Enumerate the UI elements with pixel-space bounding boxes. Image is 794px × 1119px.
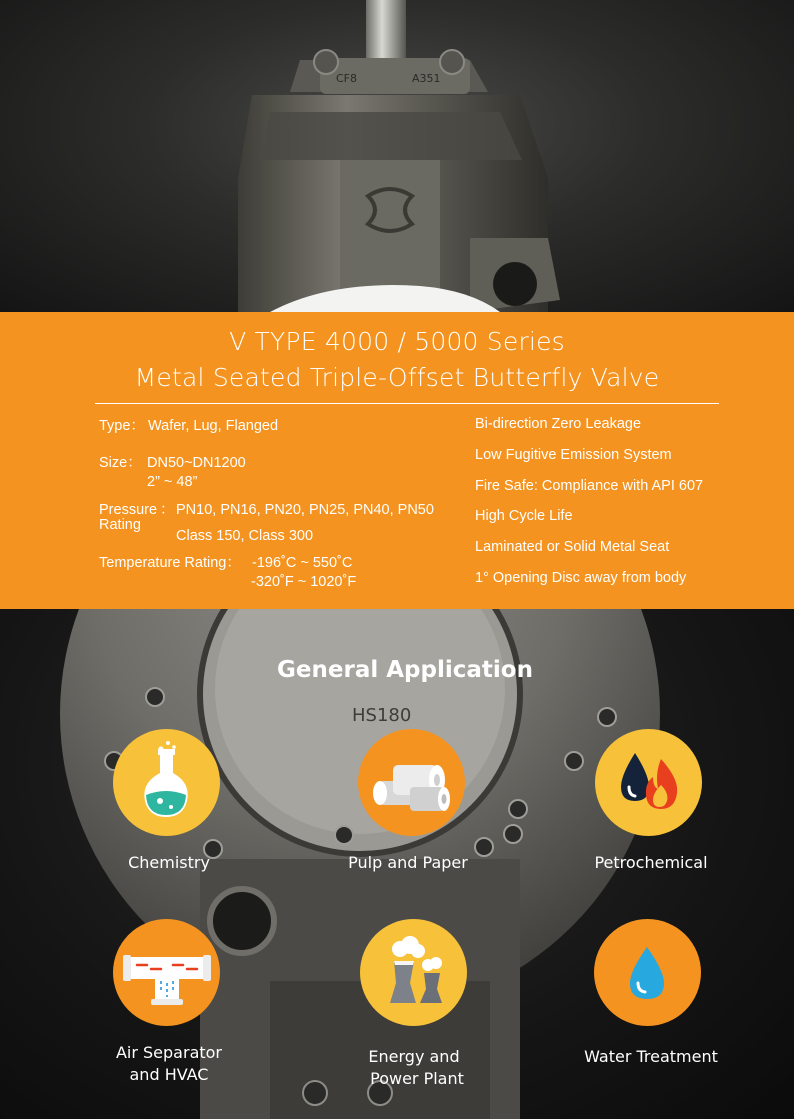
application-label-line-2: Power Plant [370, 1069, 464, 1088]
spec-type-label: Type： [99, 418, 145, 434]
cast-mark-cf8: CF8 [336, 72, 358, 85]
paper-rolls-icon [358, 729, 465, 836]
water-drop-icon [594, 919, 701, 1026]
spec-pressure-label-2: Rating [99, 517, 141, 533]
product-name-title: Metal Seated Triple-Offset Butterfly Valve [134, 363, 660, 392]
pipe-fan-icon [113, 919, 220, 1026]
spec-pressure-value-2: Class 150, Class 300 [176, 528, 314, 544]
title-divider [95, 403, 719, 404]
spec-temperature-label: Temperature Rating： [99, 555, 241, 571]
feature-item: Fire Safe: Compliance with API 607 [475, 478, 704, 494]
oil-flame-icon [595, 729, 702, 836]
product-series-title: V TYPE 4000 / 5000 Series [229, 327, 565, 356]
application-label-line-1: Air Separator [115, 1043, 223, 1062]
hero-valve-photo [0, 0, 794, 312]
feature-item: 1° Opening Disc away from body [475, 570, 687, 586]
feature-item: Low Fugitive Emission System [475, 447, 672, 463]
application-label: Water Treatment [584, 1047, 718, 1066]
cast-mark-a351: A351 [412, 72, 441, 85]
spec-pressure-label-1: Pressure [99, 502, 158, 518]
application-label: Pulp and Paper [348, 853, 468, 872]
spec-size-value-2: 2” ~ 48” [147, 474, 198, 490]
spec-pressure-value-1: PN10, PN16, PN20, PN25, PN40, PN50 [176, 502, 434, 518]
feature-item: Bi-direction Zero Leakage [475, 416, 642, 432]
feature-item: Laminated or Solid Metal Seat [475, 539, 670, 555]
spec-temperature-value-2: -320˚F ~ 1020˚F [251, 574, 357, 590]
spec-band [0, 312, 794, 609]
feature-item: High Cycle Life [475, 508, 573, 524]
application-label: Chemistry [128, 853, 210, 872]
valve-top-illustration [0, 0, 794, 312]
application-label-line-2: and HVAC [129, 1065, 209, 1084]
spec-size-label: Size： [99, 455, 142, 471]
general-application-heading: General Application [277, 657, 533, 683]
spec-size-value-1: DN50~DN1200 [147, 455, 246, 471]
application-label-line-1: Energy and [368, 1047, 460, 1066]
spec-pressure-colon: ： [160, 502, 175, 518]
power-plant-icon [360, 919, 467, 1026]
body-mark-hs180: HS180 [352, 705, 412, 726]
flask-icon [113, 729, 220, 836]
spec-type-value: Wafer, Lug, Flanged [148, 418, 279, 434]
spec-temperature-value-1: -196˚C ~ 550˚C [252, 555, 353, 571]
application-label: Petrochemical [594, 853, 708, 872]
